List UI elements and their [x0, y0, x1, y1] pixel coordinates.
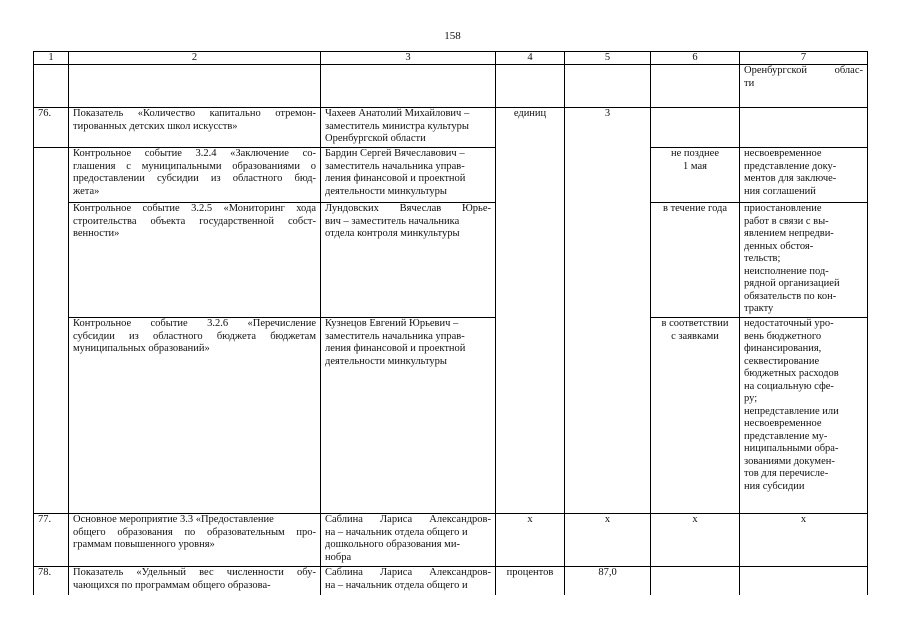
- text-line: деятельности минкультуры: [325, 185, 447, 197]
- column-number: 7: [740, 52, 868, 65]
- text-line: Бардин Сергей Вячеславович –: [325, 148, 465, 159]
- text-line: ления финансовой и проектной: [325, 343, 466, 354]
- text-line: Саблина Лариса Александров-: [325, 567, 491, 578]
- text-line: ния соглашений: [744, 185, 816, 197]
- page-number: 158: [444, 30, 461, 42]
- text-line: неисполнение под-: [744, 265, 829, 277]
- text-line: рядной организацией: [744, 278, 840, 289]
- text-line: несвоевременное: [744, 418, 822, 429]
- text-line: Оренбургской облас-: [744, 65, 863, 76]
- item-name-cell: [69, 567, 321, 595]
- text-line: вень бюджетного: [744, 330, 822, 342]
- text-line: Контрольное событие 3.2.6 «Перечисление: [73, 318, 316, 329]
- text-line: ниципальными обра-: [744, 443, 839, 454]
- text-line: венности»: [73, 228, 120, 239]
- item-name-cell: [69, 318, 321, 514]
- text-line: недостаточный уро-: [744, 318, 834, 329]
- text-line: ния субсидии: [744, 480, 805, 492]
- text-line: тракту: [744, 303, 774, 314]
- table-row-76: [34, 108, 868, 148]
- text-line: предоставлении субсидии из областного бюд-: [73, 173, 316, 184]
- text-line: строительства объекта государственной собст-: [73, 215, 316, 227]
- column-number: 5: [565, 52, 651, 65]
- text-line: на – начальник отдела общего и: [325, 526, 468, 538]
- unit-cell: единиц: [496, 108, 565, 148]
- row-number: 77.: [34, 514, 69, 567]
- text-line: заместитель начальника управ-: [325, 160, 465, 172]
- text-line: тов для перечисле-: [744, 468, 829, 479]
- text-line: явлением непредви-: [744, 228, 834, 239]
- text-line: тированных детских школ искусств»: [73, 120, 238, 132]
- text-line: 1 мая: [683, 160, 707, 172]
- event-row-3-2-5: [34, 203, 868, 318]
- unit-cell: х: [496, 514, 565, 567]
- text-line: на – начальник отдела общего и: [325, 579, 468, 591]
- text-line: граммам повышенного уровня»: [73, 539, 215, 550]
- text-line: с заявками: [671, 330, 719, 342]
- text-line: Чахеев Анатолий Михайлович –: [325, 108, 470, 119]
- text-line: секвестирование: [744, 355, 820, 367]
- text-line: общего образования по образовательным про-: [73, 526, 316, 538]
- responsible-cell: [321, 203, 496, 318]
- text-line: непредставление или: [744, 405, 839, 417]
- column-number: 1: [34, 52, 69, 65]
- column-number-row: [34, 52, 868, 65]
- text-line: муниципальных образований»: [73, 343, 210, 354]
- text-line: на социальную сфе-: [744, 380, 834, 392]
- text-line: ления финансовой и проектной: [325, 173, 466, 184]
- text-line: Основное мероприятие 3.3 «Предоставление: [73, 514, 274, 525]
- item-name-cell: [69, 148, 321, 203]
- value-cell: 87,0: [565, 567, 651, 595]
- text-line: обязательств по кон-: [744, 290, 837, 302]
- row-number: 78.: [34, 567, 69, 595]
- item-name-cell: [69, 203, 321, 318]
- responsible-cell: [321, 148, 496, 203]
- text-line: ти: [744, 77, 755, 89]
- plan-table: [33, 51, 868, 595]
- text-line: Контрольное событие 3.2.4 «Заключение со-: [73, 148, 316, 159]
- risk-cell: [740, 148, 868, 203]
- risk-cell: [740, 318, 868, 514]
- text-line: не позднее: [670, 148, 719, 159]
- risk-cell: [740, 203, 868, 318]
- deadline-cell: [651, 148, 740, 203]
- text-line: вич – заместитель начальника: [325, 215, 460, 227]
- column-number: 4: [496, 52, 565, 65]
- text-line: Оренбургской области: [325, 133, 426, 144]
- text-line: зованиями докумен-: [744, 455, 835, 467]
- text-line: нобра: [325, 551, 352, 563]
- text-line: глашения с муниципальными образованиями о: [73, 160, 316, 172]
- unit-cell: процентов: [496, 567, 565, 595]
- text-line: денных обстоя-: [744, 240, 814, 252]
- table-row-77: [34, 514, 868, 567]
- text-line: тельств;: [744, 253, 781, 264]
- risk-cell: [740, 65, 868, 108]
- risk-cell: х: [740, 514, 868, 567]
- text-line: субсидии из областного бюджета бюджетам: [73, 330, 316, 342]
- text-line: работ в связи с вы-: [744, 215, 829, 227]
- text-line: деятельности минкультуры: [325, 355, 447, 367]
- column-number: 6: [651, 52, 740, 65]
- text-line: ру;: [744, 393, 758, 404]
- item-name-cell: [69, 108, 321, 148]
- event-row-3-2-4: [34, 148, 868, 203]
- text-line: несвоевременное: [744, 148, 822, 159]
- item-name-cell: [69, 514, 321, 567]
- text-line: Кузнецов Евгений Юрьевич –: [325, 318, 459, 329]
- continuation-row: [34, 65, 868, 108]
- responsible-cell: [321, 514, 496, 567]
- table-row-78: [34, 567, 868, 595]
- text-line: Лундовских Вячеслав Юрье-: [325, 203, 491, 214]
- text-line: жета»: [73, 185, 100, 197]
- text-line: ментов для заключе-: [744, 173, 837, 184]
- responsible-cell: [321, 108, 496, 148]
- text-line: Показатель «Удельный вес численности обу-: [73, 567, 316, 578]
- text-line: заместитель министра культуры: [325, 120, 469, 132]
- deadline-cell: х: [651, 514, 740, 567]
- text-line: чающихся по программам общего образова-: [73, 579, 271, 591]
- value-cell: 3: [565, 108, 651, 148]
- deadline-cell: [651, 318, 740, 514]
- text-line: представление му-: [744, 430, 828, 442]
- text-line: заместитель начальника управ-: [325, 330, 465, 342]
- text-line: Показатель «Количество капитально отремон-: [73, 108, 316, 119]
- text-line: дошкольного образования ми-: [325, 539, 460, 550]
- value-cell: х: [565, 514, 651, 567]
- text-line: Контрольное событие 3.2.5 «Мониторинг хода: [73, 203, 316, 214]
- responsible-cell: [321, 318, 496, 514]
- row-number: 76.: [34, 108, 69, 148]
- text-line: бюджетных расходов: [744, 368, 839, 379]
- text-line: представление доку-: [744, 160, 837, 172]
- text-line: финансирования,: [744, 343, 822, 354]
- deadline-cell: в течение года: [651, 203, 740, 318]
- responsible-cell: [321, 567, 496, 595]
- event-row-3-2-6: [34, 318, 868, 514]
- text-line: в соответствии: [661, 318, 729, 329]
- text-line: отдела контроля минкультуры: [325, 228, 460, 239]
- text-line: Саблина Лариса Александров-: [325, 514, 491, 525]
- column-number: 2: [69, 52, 321, 65]
- column-number: 3: [321, 52, 496, 65]
- text-line: приостановление: [744, 203, 822, 214]
